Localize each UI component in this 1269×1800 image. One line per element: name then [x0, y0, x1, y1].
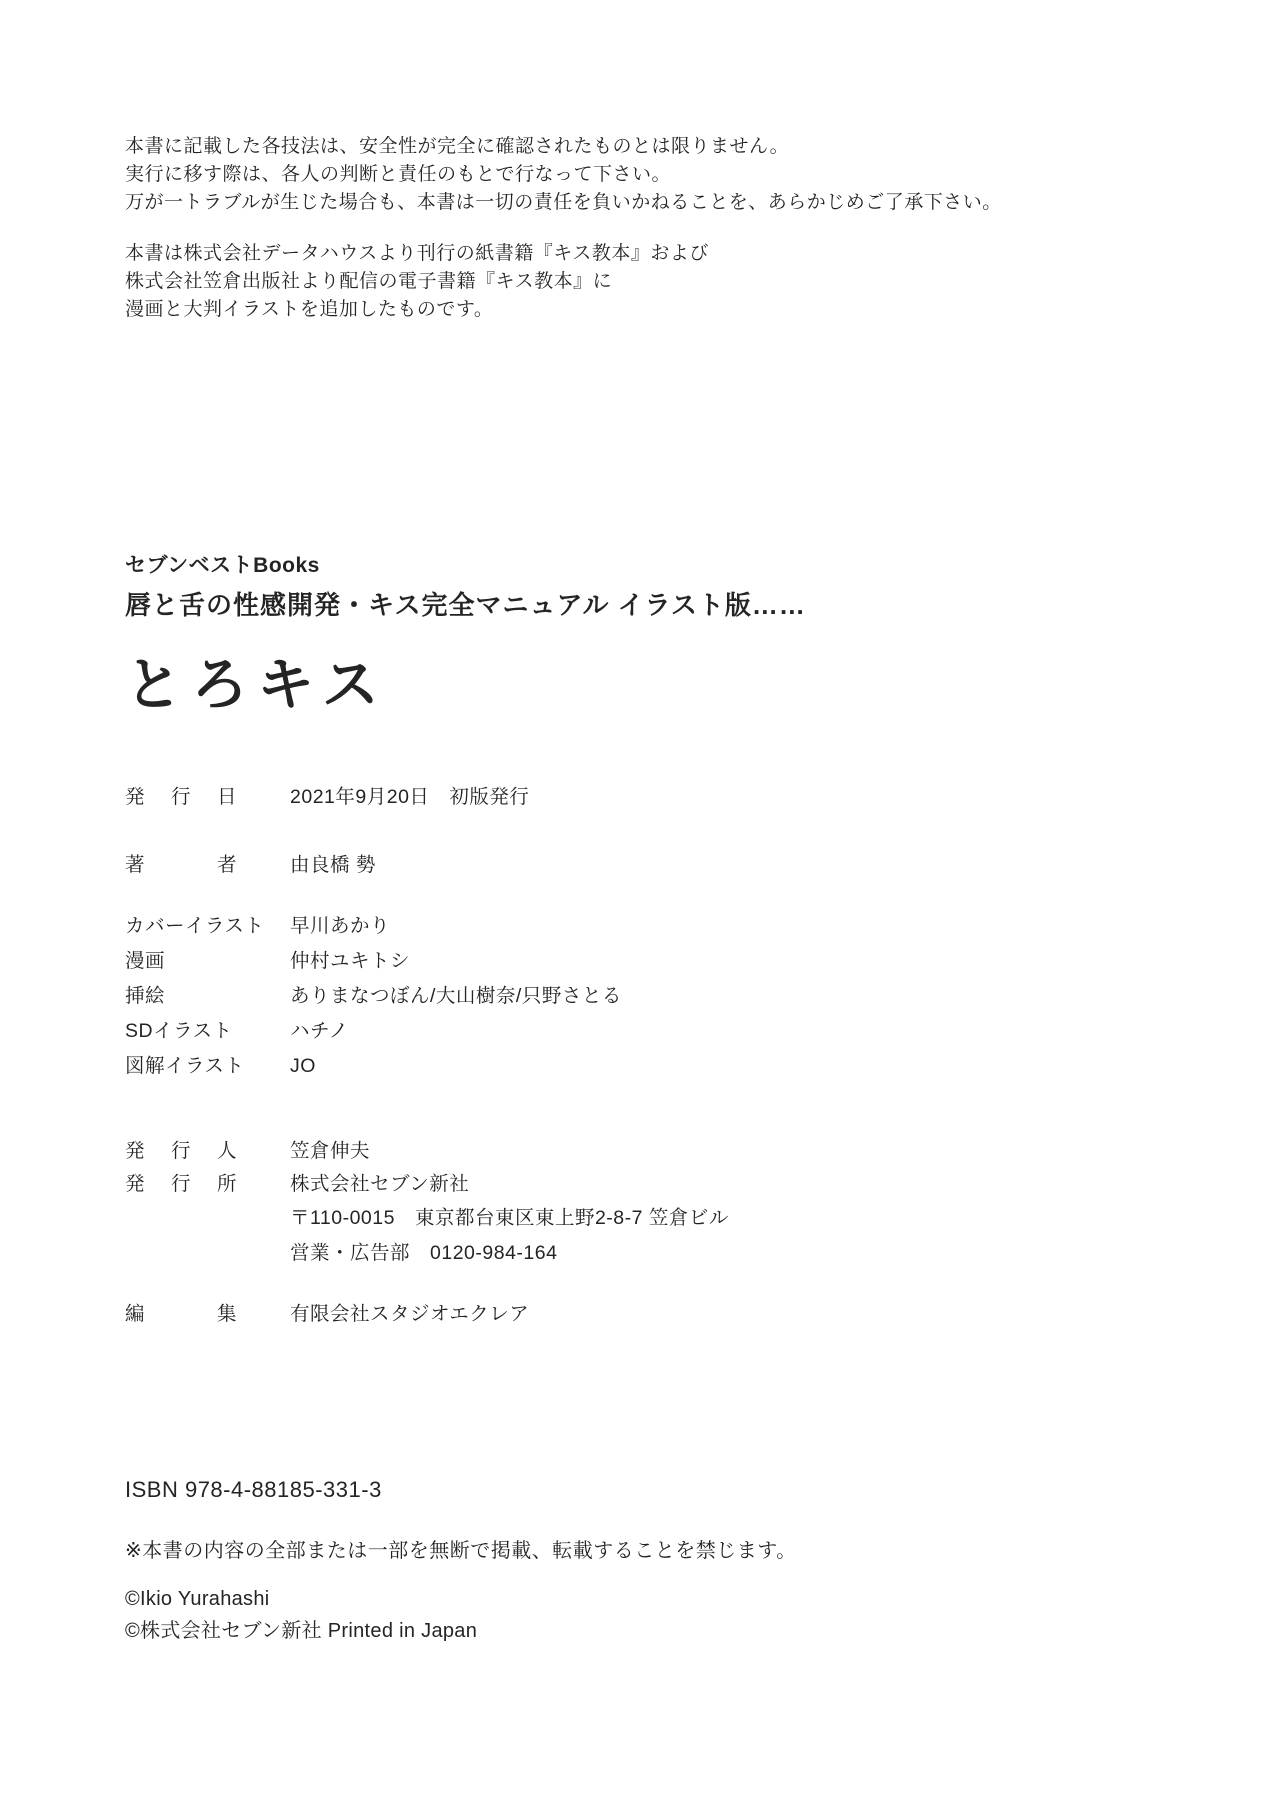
disclaimer-text: [125, 133, 1209, 217]
colophon-row: [125, 1300, 1209, 1328]
colophon-row: [125, 783, 1209, 811]
colophon-row: [125, 1170, 1209, 1198]
reproduction-notice: ※本書の内容の全部または一部を無断で掲載、転載することを禁じます。: [125, 1540, 797, 1562]
colophon-row: [125, 912, 1209, 940]
colophon-label: 編集: [125, 1303, 237, 1325]
colophon-value: 〒110-0015 東京都台東区東上野2-8-7 笠倉ビル: [290, 1207, 729, 1229]
copyright-block: [125, 1583, 1209, 1647]
colophon-table: [125, 783, 1209, 1328]
series-label: セブンベストBooks: [125, 554, 320, 577]
disclaimer-line: 万が一トラブルが生じた場合も、本書は一切の責任を負いかねることを、あらかじめご了承下さい。: [125, 192, 1002, 213]
colophon-value: 株式会社セブン新社: [290, 1173, 470, 1195]
colophon-row: [125, 851, 1209, 879]
colophon-label: カバーイラスト: [125, 915, 265, 937]
colophon-value: 由良橋 勢: [290, 854, 376, 876]
colophon-value: 早川あかり: [290, 915, 391, 937]
colophon-value: 有限会社スタジオエクレア: [290, 1303, 530, 1325]
colophon-label: 漫画: [125, 950, 166, 972]
colophon-label: 発行人: [125, 1140, 237, 1162]
colophon-row: [125, 1239, 1209, 1267]
colophon-row: [125, 947, 1209, 975]
colophon-value: JO: [290, 1055, 316, 1077]
colophon-value: 仲村ユキトシ: [290, 950, 411, 972]
colophon-row: [125, 1204, 1209, 1232]
colophon-value: 2021年9月20日 初版発行: [290, 786, 530, 808]
colophon-value: ハチノ: [290, 1020, 349, 1042]
colophon-label: 発行日: [125, 786, 237, 808]
colophon-row: [125, 1017, 1209, 1045]
colophon-row: [125, 1137, 1209, 1165]
colophon-label: 図解イラスト: [125, 1055, 245, 1077]
colophon-value: 営業・広告部 0120-984-164: [290, 1242, 558, 1264]
colophon-row: [125, 982, 1209, 1010]
colophon-label: 著者: [125, 854, 237, 876]
isbn-text: ISBN 978-4-88185-331-3: [125, 1477, 382, 1502]
book-subtitle: 唇と舌の性感開発・キス完全マニュアル イラスト版……: [125, 590, 806, 620]
colophon-label: 挿絵: [125, 985, 166, 1007]
source-note-line: 漫画と大判イラストを追加したものです。: [125, 299, 494, 320]
colophon-value: 笠倉伸夫: [290, 1140, 371, 1162]
copyright-line: ©Ikio Yurahashi: [125, 1588, 270, 1610]
source-note-line: 株式会社笠倉出版社より配信の電子書籍『キス教本』に: [125, 271, 613, 292]
source-note-line: 本書は株式会社データハウスより刊行の紙書籍『キス教本』および: [125, 243, 709, 264]
colophon-value: ありまなつぼん/大山樹奈/只野さとる: [290, 985, 622, 1007]
colophon-label: [125, 1239, 290, 1267]
colophon-row: [125, 1052, 1209, 1080]
colophon-label: 発行所: [125, 1173, 237, 1195]
book-title: とろキス: [125, 653, 388, 717]
copyright-line: ©株式会社セブン新社 Printed in Japan: [125, 1620, 478, 1642]
colophon-label: SDイラスト: [125, 1020, 233, 1042]
source-note: [125, 240, 1209, 324]
disclaimer-line: 本書に記載した各技法は、安全性が完全に確認されたものとは限りません。: [125, 136, 790, 157]
disclaimer-line: 実行に移す際は、各人の判断と責任のもとで行なって下さい。: [125, 164, 672, 185]
colophon-label: [125, 1204, 290, 1232]
